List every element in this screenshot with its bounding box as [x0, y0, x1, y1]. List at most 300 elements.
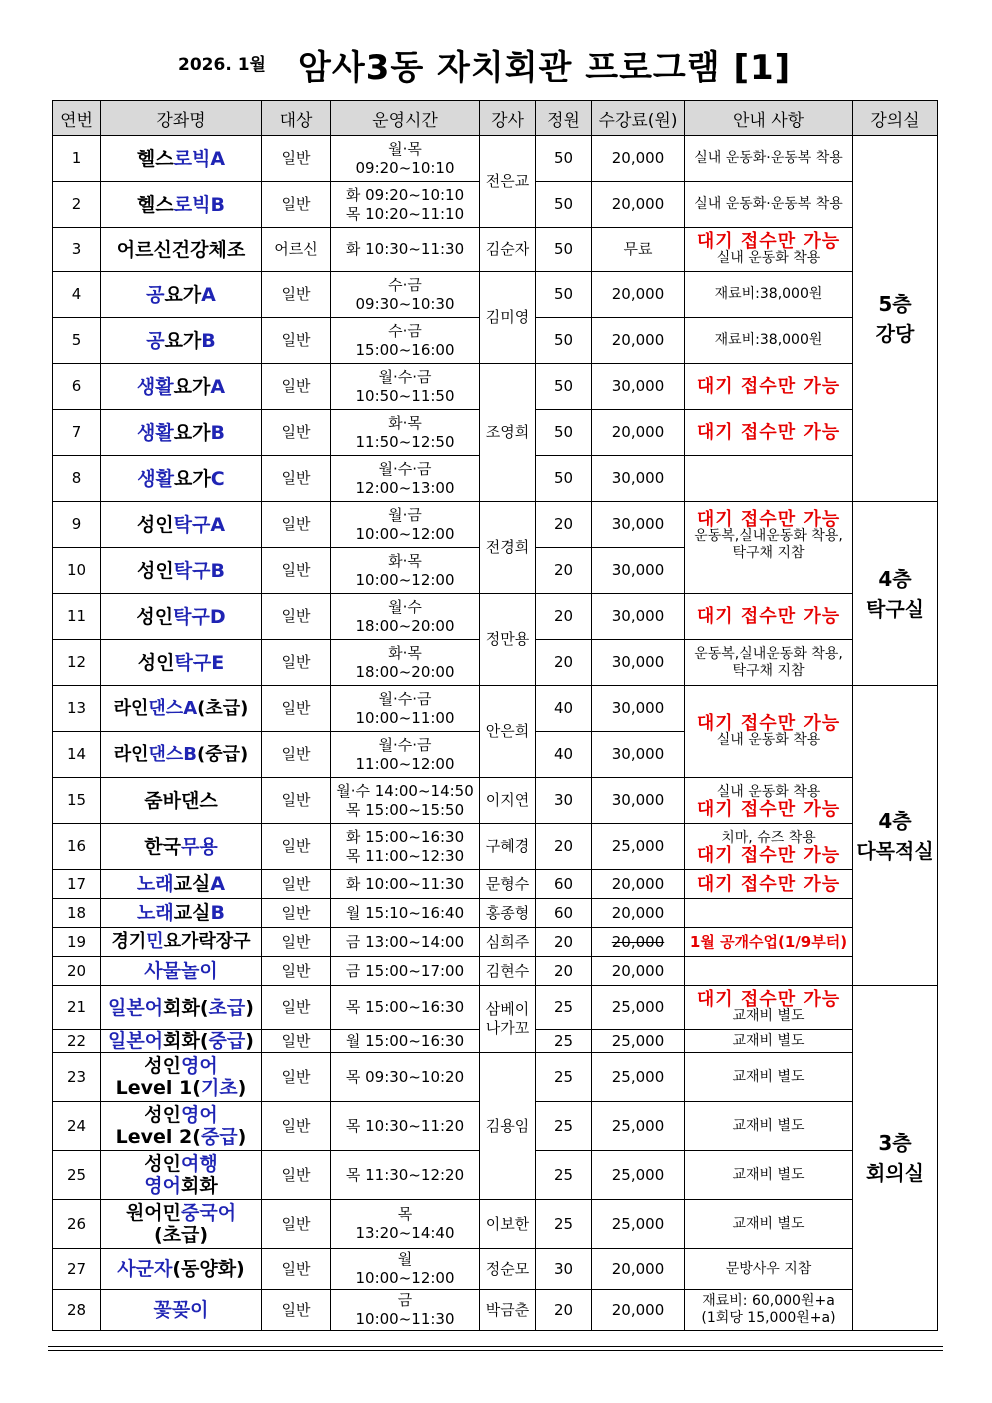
schedule-line: 목 10:20~11:10 — [345, 204, 465, 223]
capacity-cell: 20 — [536, 928, 592, 957]
table-row — [53, 824, 938, 870]
waitlist-notice: 대기 접수만 가능 — [696, 798, 841, 820]
schedule-cell — [331, 732, 480, 778]
target-cell: 어르신 — [262, 228, 331, 272]
row-number: 28 — [53, 1290, 101, 1331]
schedule-line: 13:20~14:40 — [355, 1224, 455, 1242]
course-name — [101, 870, 262, 899]
schedule-line: 화 15:00~16:30 — [345, 827, 465, 846]
capacity-cell: 20 — [536, 957, 592, 986]
schedule-line: 월·수·금 — [378, 735, 432, 754]
fee-cell: 30,000 — [592, 732, 685, 778]
row-number: 3 — [53, 228, 101, 272]
course-name-part: 요 — [163, 931, 181, 952]
target-cell: 일반 — [262, 594, 331, 640]
instructor-cell: 정순모 — [480, 1249, 536, 1290]
instructor-cell: 홍종형 — [480, 899, 536, 928]
course-name-part: ) — [245, 996, 254, 1019]
course-name — [101, 182, 262, 228]
schedule-line: 목 11:00~12:30 — [345, 846, 465, 865]
schedule-cell — [331, 1102, 480, 1151]
row-number: 23 — [53, 1053, 101, 1102]
schedule-line: 목 15:00~15:50 — [345, 800, 465, 819]
schedule-cell — [331, 182, 480, 228]
row-number: 21 — [53, 986, 101, 1030]
course-name-part: 요가 — [164, 329, 202, 352]
course-name-part: 중급 — [208, 1030, 246, 1052]
schedule-line: 월·목 — [388, 139, 422, 158]
course-name-part: C — [210, 467, 225, 490]
fee-cell: 30,000 — [592, 640, 685, 686]
table-row — [53, 272, 938, 318]
fee-cell: 20,000 — [592, 928, 685, 957]
capacity-cell: 25 — [536, 1151, 592, 1200]
course-name-part: 회화 — [181, 1175, 218, 1197]
course-name-part: 성인 — [136, 513, 174, 536]
schedule-cell — [331, 1151, 480, 1200]
schedule-cell — [331, 1249, 480, 1290]
row-number: 9 — [53, 502, 101, 548]
fee-cell: 30,000 — [592, 686, 685, 732]
target-cell: 일반 — [262, 824, 331, 870]
table-row — [53, 364, 938, 410]
room-floor: 4층 — [878, 566, 912, 591]
course-name-part: 요가 — [174, 467, 211, 490]
target-cell: 일반 — [262, 272, 331, 318]
row-number: 20 — [53, 957, 101, 986]
course-name — [101, 1249, 262, 1290]
waitlist-notice: 대기 접수만 가능 — [696, 376, 841, 397]
instructor-cell: 김현수 — [480, 957, 536, 986]
target-cell: 일반 — [262, 136, 331, 182]
fee-cell: 25,000 — [592, 1053, 685, 1102]
course-name-part: 사물놀이 — [144, 960, 218, 982]
course-name-part: 성인 — [136, 605, 174, 628]
schedule-line: 월·수·금 — [378, 459, 432, 478]
course-name-part: A — [210, 147, 226, 170]
target-cell: 일반 — [262, 986, 331, 1030]
course-name-part: 성인 — [137, 651, 175, 674]
course-name-part: 공 — [146, 283, 165, 306]
target-cell: 일반 — [262, 1053, 331, 1102]
table-row — [53, 502, 938, 548]
room-cell — [853, 986, 938, 1331]
schedule-cell — [331, 1053, 480, 1102]
capacity-cell: 40 — [536, 732, 592, 778]
schedule-line: 금 15:00~17:00 — [345, 961, 465, 980]
schedule-line: 월 — [397, 1250, 413, 1268]
fee-cell: 무료 — [592, 228, 685, 272]
target-cell: 일반 — [262, 928, 331, 957]
schedule-line: 10:00~12:00 — [355, 1269, 455, 1287]
target-cell: 일반 — [262, 1249, 331, 1290]
course-name — [101, 957, 262, 986]
course-name — [101, 136, 262, 182]
course-name-part: ) — [237, 1126, 247, 1148]
course-name-part: 영어 — [181, 1104, 218, 1126]
note-text: 치마, 슈즈 착용 — [721, 829, 816, 846]
target-cell: 일반 — [262, 1030, 331, 1053]
schedule-cell — [331, 502, 480, 548]
course-name-part: 탁구 — [173, 513, 211, 536]
course-name-part: 여행 — [181, 1153, 218, 1175]
fee-cell: 25,000 — [592, 824, 685, 870]
schedule-cell — [331, 136, 480, 182]
schedule-line: 월 15:00~16:30 — [345, 1031, 465, 1050]
fee-cell: 20,000 — [592, 136, 685, 182]
room-cell — [853, 686, 938, 986]
room-name: 다목적실 — [856, 838, 934, 863]
schedule-line: 수·금 — [388, 275, 422, 294]
row-number: 26 — [53, 1200, 101, 1249]
course-name — [101, 272, 262, 318]
waitlist-notice: 대기 접수만 가능 — [696, 606, 841, 627]
col-header: 대상 — [262, 101, 331, 136]
fee-cell: 30,000 — [592, 364, 685, 410]
schedule-cell — [331, 594, 480, 640]
course-name-part: A — [210, 873, 226, 895]
course-name-part: A — [183, 697, 198, 719]
target-cell: 일반 — [262, 364, 331, 410]
fee-cell: 25,000 — [592, 1102, 685, 1151]
target-cell: 일반 — [262, 1151, 331, 1200]
table-row — [53, 986, 938, 1030]
schedule-cell — [331, 640, 480, 686]
course-name-part: 중국어 — [181, 1202, 237, 1224]
target-cell: 일반 — [262, 957, 331, 986]
capacity-cell: 20 — [536, 824, 592, 870]
course-name-part: 노래 — [136, 873, 174, 895]
course-name-part: 교실 — [173, 873, 211, 895]
course-name-part: 꽃꽂이 — [153, 1299, 209, 1321]
course-name-part: 중급 — [200, 1126, 238, 1148]
course-name-part: B — [210, 421, 225, 444]
fee-cell: 25,000 — [592, 1030, 685, 1053]
room-cell — [853, 136, 938, 502]
schedule-cell — [331, 1290, 480, 1331]
course-name-part: (동양화) — [172, 1258, 245, 1280]
target-cell: 일반 — [262, 870, 331, 899]
schedule-line: 화·목 — [388, 413, 422, 432]
row-number: 6 — [53, 364, 101, 410]
row-number: 1 — [53, 136, 101, 182]
note-text: 탁구채 지참 — [732, 545, 805, 561]
course-name-part: 줌바댄스 — [144, 789, 218, 812]
schedule-line: 09:20~10:10 — [355, 158, 455, 177]
waitlist-notice: 대기 접수만 가능 — [696, 712, 841, 734]
course-name-part: 요가 — [173, 421, 211, 444]
row-number: 15 — [53, 778, 101, 824]
schedule-line: 월 15:10~16:40 — [345, 903, 465, 922]
note-cell — [685, 986, 853, 1030]
note-text: 탁구채 지참 — [732, 662, 805, 679]
capacity-cell: 50 — [536, 410, 592, 456]
row-number: 2 — [53, 182, 101, 228]
table-row — [53, 899, 938, 928]
waitlist-notice: 대기 접수만 가능 — [696, 988, 841, 1010]
fee-cell: 20,000 — [592, 272, 685, 318]
row-number: 17 — [53, 870, 101, 899]
course-name-part: A — [210, 375, 226, 398]
course-name-part: (초급) — [153, 1224, 209, 1246]
note-cell: 교재비 별도 — [685, 1053, 853, 1102]
course-name-part: 성인 — [144, 1153, 181, 1175]
waitlist-notice: 대기 접수만 가능 — [696, 509, 841, 530]
schedule-line: 목 09:30~10:20 — [345, 1067, 465, 1086]
schedule-line: 월·수 — [388, 597, 422, 616]
course-name-part: 영어 — [144, 1175, 181, 1197]
course-name — [101, 228, 262, 272]
open-class-notice: 1월 공개수업(1/9부터) — [689, 932, 848, 951]
target-cell: 일반 — [262, 640, 331, 686]
note-text: 교재비 별도 — [732, 1007, 805, 1024]
schedule-cell — [331, 778, 480, 824]
course-name-part: 일 — [108, 1030, 127, 1052]
room-floor: 3층 — [878, 1131, 912, 1155]
course-name — [101, 986, 262, 1030]
capacity-cell: 40 — [536, 686, 592, 732]
note-cell — [685, 640, 853, 686]
course-name-part: 한국 — [144, 835, 181, 858]
fee-cell: 20,000 — [592, 870, 685, 899]
course-name — [101, 1102, 262, 1151]
course-name-part: 경기 — [111, 931, 147, 952]
instructor-cell: 전경희 — [480, 502, 536, 594]
col-header: 강의실 — [853, 101, 938, 136]
instructor-cell: 김순자 — [480, 228, 536, 272]
instructor-cell — [480, 986, 536, 1053]
course-name — [101, 899, 262, 928]
note-cell — [685, 778, 853, 824]
note-cell: 실내 운동화·운동복 착용 — [685, 182, 853, 228]
schedule-line: 11:50~12:50 — [355, 432, 455, 451]
row-number: 12 — [53, 640, 101, 686]
instructor-cell: 조영희 — [480, 364, 536, 502]
capacity-cell: 25 — [536, 1200, 592, 1249]
course-name-part: 일 — [108, 996, 127, 1019]
row-number: 22 — [53, 1030, 101, 1053]
course-name-part: 탁구 — [173, 559, 211, 582]
course-name-part: 성인 — [144, 1055, 181, 1077]
target-cell: 일반 — [262, 1290, 331, 1331]
row-number: 4 — [53, 272, 101, 318]
room-floor: 4층 — [878, 808, 912, 833]
course-name-part: 노래 — [137, 902, 174, 924]
instructor-cell: 안은희 — [480, 686, 536, 778]
schedule-line: 월·수·금 — [378, 689, 432, 708]
capacity-cell: 20 — [536, 640, 592, 686]
course-name-part: 라인 — [113, 697, 149, 719]
note-text: 실내 운동화 착용 — [716, 731, 821, 748]
schedule-cell — [331, 686, 480, 732]
course-name-part: 헬스 — [136, 147, 174, 170]
instructor-cell: 이지연 — [480, 778, 536, 824]
capacity-cell: 60 — [536, 870, 592, 899]
row-number: 16 — [53, 824, 101, 870]
schedule-cell — [331, 899, 480, 928]
fee-cell: 30,000 — [592, 594, 685, 640]
instructor-cell: 김미영 — [480, 272, 536, 364]
schedule-line: 15:00~16:00 — [355, 340, 455, 359]
course-name — [101, 824, 262, 870]
row-number: 13 — [53, 686, 101, 732]
table-row — [53, 1290, 938, 1331]
target-cell: 일반 — [262, 502, 331, 548]
note-text: 운동복,실내운동화 착용, — [694, 528, 843, 544]
row-number: 19 — [53, 928, 101, 957]
course-name-part: A — [210, 513, 226, 536]
course-name-part: 초급 — [208, 996, 246, 1019]
schedule-line: 18:00~20:00 — [355, 662, 455, 681]
course-name-part: 사군자 — [117, 1258, 173, 1280]
course-name-part: 댄스 — [148, 743, 184, 765]
table-row — [53, 1249, 938, 1290]
instructor-cell: 문형수 — [480, 870, 536, 899]
course-name-part: 헬스 — [137, 193, 174, 216]
schedule-line: 금 13:00~14:00 — [345, 932, 465, 951]
schedule-line: 화 09:20~10:10 — [345, 185, 465, 204]
note-cell: 실내 운동화·운동복 착용 — [685, 136, 853, 182]
table-row — [53, 686, 938, 732]
room-cell — [853, 502, 938, 686]
schedule-line: 10:00~12:00 — [355, 570, 455, 589]
schedule-line: 10:00~11:00 — [355, 708, 455, 727]
col-header: 안내 사항 — [685, 101, 853, 136]
target-cell: 일반 — [262, 548, 331, 594]
course-name — [101, 1053, 262, 1102]
note-cell — [685, 686, 853, 778]
course-name-part: 탁구 — [174, 651, 212, 674]
target-cell: 일반 — [262, 732, 331, 778]
schedule-line: 18:00~20:00 — [355, 616, 455, 635]
course-name-part: A — [201, 283, 216, 306]
table-row — [53, 928, 938, 957]
row-number: 25 — [53, 1151, 101, 1200]
col-header: 정원 — [536, 101, 592, 136]
target-cell: 일반 — [262, 1102, 331, 1151]
instructor-cell: 전은교 — [480, 136, 536, 228]
fee-cell: 20,000 — [592, 957, 685, 986]
fee-cell: 25,000 — [592, 1151, 685, 1200]
schedule-cell — [331, 870, 480, 899]
schedule-cell — [331, 957, 480, 986]
target-cell: 일반 — [262, 899, 331, 928]
fee-cell: 20,000 — [592, 318, 685, 364]
schedule-line: 10:00~12:00 — [355, 524, 455, 543]
schedule-line: 10:50~11:50 — [355, 386, 455, 405]
instructor-name: 나가꼬 — [485, 1019, 530, 1037]
room-name: 회의실 — [866, 1161, 924, 1185]
fee-cell: 25,000 — [592, 1200, 685, 1249]
instructor-cell: 심희주 — [480, 928, 536, 957]
room-name: 강당 — [875, 321, 915, 346]
capacity-cell: 20 — [536, 502, 592, 548]
table-row — [53, 1200, 938, 1249]
capacity-cell: 25 — [536, 1053, 592, 1102]
fee-cell: 25,000 — [592, 986, 685, 1030]
waitlist-notice: 대기 접수만 가능 — [696, 422, 841, 443]
course-name-part: ) — [237, 1077, 247, 1099]
note-cell — [685, 502, 853, 594]
target-cell: 일반 — [262, 456, 331, 502]
schedule-cell — [331, 272, 480, 318]
target-cell: 일반 — [262, 778, 331, 824]
instructor-name: 삼베이 — [485, 1000, 530, 1018]
table-header-row — [53, 101, 938, 136]
schedule-line: 09:30~10:30 — [355, 294, 455, 313]
waitlist-notice: 대기 접수만 가능 — [696, 873, 841, 895]
table-row — [53, 228, 938, 272]
fee-cell: 30,000 — [592, 502, 685, 548]
capacity-cell: 30 — [536, 1249, 592, 1290]
note-cell — [685, 364, 853, 410]
course-name-part: 어르신건강체조 — [116, 238, 246, 261]
course-name — [101, 732, 262, 778]
capacity-cell: 20 — [536, 594, 592, 640]
course-name-part: E — [211, 651, 225, 674]
schedule-cell — [331, 456, 480, 502]
capacity-cell: 25 — [536, 1102, 592, 1151]
schedule-cell — [331, 1200, 480, 1249]
table-row — [53, 870, 938, 899]
row-number: 8 — [53, 456, 101, 502]
instructor-cell: 정만용 — [480, 594, 536, 686]
note-cell — [685, 228, 853, 272]
note-text: 실내 운동화 착용 — [716, 249, 821, 266]
program-table — [52, 100, 938, 1331]
capacity-cell: 25 — [536, 1030, 592, 1053]
course-name — [101, 502, 262, 548]
col-header: 연번 — [53, 101, 101, 136]
col-header: 강사 — [480, 101, 536, 136]
course-name — [101, 364, 262, 410]
schedule-line: 목 11:30~12:20 — [345, 1165, 465, 1184]
capacity-cell: 50 — [536, 136, 592, 182]
course-name-part: 댄스 — [148, 697, 184, 719]
instructor-cell: 구혜경 — [480, 824, 536, 870]
capacity-cell: 25 — [536, 986, 592, 1030]
course-name-part: 회화( — [163, 996, 209, 1019]
table-row — [53, 957, 938, 986]
course-name — [101, 1151, 262, 1200]
waitlist-notice: 대기 접수만 가능 — [696, 230, 841, 252]
course-name-part: (초급) — [197, 697, 249, 719]
waitlist-notice: 대기 접수만 가능 — [696, 844, 841, 866]
row-number: 7 — [53, 410, 101, 456]
course-name-part: ) — [245, 1030, 254, 1052]
note-cell — [685, 957, 853, 986]
schedule-line: 화·목 — [388, 643, 422, 662]
schedule-line: 목 — [397, 1205, 413, 1223]
course-name-part: 회화( — [163, 1030, 209, 1052]
course-name — [101, 1290, 262, 1331]
document-date: 2026. 1월 — [178, 55, 266, 75]
schedule-line: 12:00~13:00 — [355, 478, 455, 497]
course-name-part: 본어 — [126, 996, 164, 1019]
schedule-line: 수·금 — [388, 321, 422, 340]
capacity-cell: 50 — [536, 182, 592, 228]
fee-cell: 20,000 — [592, 1249, 685, 1290]
row-number: 10 — [53, 548, 101, 594]
course-name-part: 민 — [146, 931, 164, 952]
schedule-line: 월·금 — [388, 505, 422, 524]
note-cell: 교재비 별도 — [685, 1200, 853, 1249]
schedule-cell — [331, 928, 480, 957]
instructor-cell: 김용임 — [480, 1053, 536, 1200]
course-name — [101, 686, 262, 732]
note-cell — [685, 1290, 853, 1331]
row-number: 18 — [53, 899, 101, 928]
